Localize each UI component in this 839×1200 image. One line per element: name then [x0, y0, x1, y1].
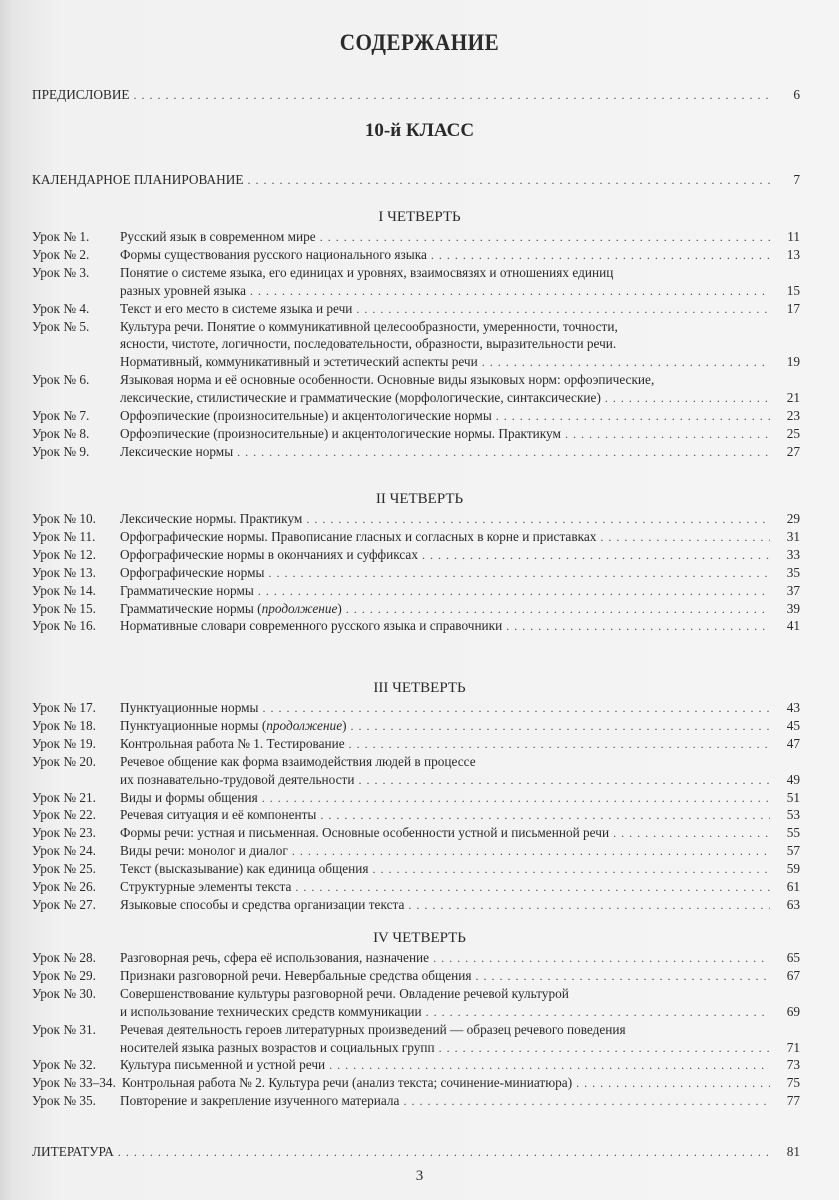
lesson-page: 77	[786, 1093, 800, 1109]
lesson-title-text: Разговорная речь, сфера её использования, назначение	[120, 950, 430, 965]
dot-leader	[605, 389, 770, 407]
dot-leader	[292, 842, 770, 860]
lesson-title-text: Пунктуационные нормы (	[120, 717, 267, 733]
dot-leader	[426, 1003, 770, 1021]
page-number: 3	[415, 1168, 424, 1184]
lesson-label: Урок № 14.	[32, 582, 96, 598]
dot-leader	[306, 510, 770, 528]
page-title: СОДЕРЖАНИЕ	[339, 30, 500, 55]
lesson-title-line: Культура речи. Понятие о коммуникативной целесообразности, умеренности, точности,	[120, 318, 618, 334]
lesson-entry[interactable]	[32, 425, 800, 443]
lesson-entry[interactable]	[32, 824, 800, 842]
lesson-page: 73	[786, 1057, 800, 1073]
lesson-label: Урок № 26.	[32, 879, 96, 894]
lesson-entry-start[interactable]	[32, 371, 800, 389]
dot-leader	[356, 300, 770, 318]
lesson-label: Урок № 28.	[32, 950, 96, 965]
lesson-title-line	[120, 282, 246, 300]
lesson-title-line	[120, 878, 291, 896]
dot-leader	[295, 878, 770, 896]
dot-leader	[433, 949, 770, 967]
lesson-title-line	[120, 246, 427, 264]
lesson-title-line: Понятие о системе языка, его единицах и уровнях, взаимосвязях и отношениях единиц	[120, 264, 614, 280]
lesson-title-text: и использование технических средств коммуникации	[120, 1003, 422, 1019]
lesson-page: 27	[786, 443, 800, 459]
dot-leader	[118, 1143, 770, 1161]
lesson-label: Урок № 22.	[32, 807, 96, 823]
lesson-entry-end[interactable]	[32, 282, 800, 300]
dot-leader	[263, 699, 771, 717]
lesson-title-line: Речевая деятельность героев литературных произведений — образец речевого поведения	[120, 1021, 626, 1037]
lesson-title-text: Языковые способы и средства организации текста	[120, 896, 405, 912]
lesson-label: Урок № 12.	[32, 546, 96, 562]
quarter-heading: II ЧЕТВЕРТЬ	[375, 491, 464, 507]
lesson-title-text: Текст и его место в системе языка и речи	[120, 300, 353, 316]
lesson-entry[interactable]	[32, 546, 800, 564]
lesson-title-text: Орфоэпические (произносительные) и акцентологические нормы	[120, 408, 492, 423]
lesson-title-text: Нормативные словари современного русского языка и справочники	[120, 618, 503, 634]
lesson-label: Урок № 19.	[32, 735, 96, 751]
lesson-title-text: разных уровней языка	[120, 282, 246, 298]
lesson-title-text: Признаки разговорной речи. Невербальные средства общения	[120, 967, 472, 983]
dot-leader	[496, 407, 770, 425]
lesson-title-line	[120, 617, 502, 635]
lesson-title-line	[120, 1039, 435, 1057]
lesson-title-italic: продолжение	[261, 600, 338, 616]
lesson-title-italic: продолжение	[266, 717, 343, 733]
lesson-title-text: их познавательно-трудовой деятельности	[120, 771, 355, 787]
entry-page: 7	[793, 172, 800, 187]
lesson-title-line	[120, 528, 596, 546]
lesson-label: Урок № 4.	[32, 300, 90, 316]
lesson-label: Урок № 20.	[32, 753, 96, 769]
lesson-page: 53	[786, 807, 800, 823]
lesson-entry[interactable]	[32, 528, 800, 546]
lesson-page: 59	[786, 861, 800, 877]
dot-leader	[358, 771, 770, 789]
lesson-title-text: Нормативный, коммуникативный и эстетический аспекты речи	[120, 354, 478, 370]
lesson-label: Урок № 31.	[32, 1021, 96, 1037]
lesson-entry-end[interactable]	[32, 1003, 800, 1021]
dot-leader	[403, 1092, 770, 1110]
lesson-page: 21	[786, 390, 800, 406]
lesson-entry[interactable]	[32, 600, 800, 618]
lesson-entry[interactable]	[32, 949, 800, 967]
lesson-page: 63	[786, 896, 800, 912]
lesson-page: 23	[786, 408, 800, 423]
label-spacer	[32, 353, 120, 371]
lesson-title-line	[120, 407, 492, 425]
lesson-entry-start[interactable]	[32, 985, 800, 1003]
lesson-entry[interactable]	[32, 564, 800, 582]
lesson-label: Урок № 17.	[32, 700, 96, 715]
label-spacer	[32, 1003, 120, 1021]
lesson-entry[interactable]	[32, 699, 800, 717]
lesson-label: Урок № 15.	[32, 600, 96, 616]
lesson-title-text: Лексические нормы	[120, 443, 234, 459]
lesson-page: 43	[786, 700, 800, 715]
lesson-page: 15	[786, 282, 800, 298]
dot-leader	[422, 546, 770, 564]
lesson-title-line	[120, 564, 264, 582]
lesson-entry[interactable]	[32, 896, 800, 914]
lesson-label: Урок № 35.	[32, 1093, 96, 1109]
toc-entry-planning[interactable]	[32, 171, 800, 189]
dot-leader	[482, 353, 770, 371]
lesson-label: Урок № 5.	[32, 318, 90, 334]
lesson-entry[interactable]	[32, 735, 800, 753]
lesson-page: 71	[786, 1039, 800, 1055]
lesson-entry[interactable]	[32, 1092, 800, 1110]
lesson-entry-start[interactable]	[32, 318, 800, 336]
dot-leader	[613, 824, 770, 842]
lesson-title-line	[120, 425, 561, 443]
lesson-entry-end[interactable]	[32, 389, 800, 407]
lesson-title-line: Речевое общение как форма взаимодействия людей в процессе	[120, 753, 476, 769]
lesson-title-line	[120, 300, 352, 318]
lesson-title-text: Культура письменной и устной речи	[120, 1057, 326, 1073]
entry-text: ЛИТЕРАТУРА	[32, 1144, 114, 1159]
lesson-title-line	[120, 1003, 422, 1021]
lesson-entry-start[interactable]	[32, 1021, 800, 1039]
lesson-title-text: Лексические нормы. Практикум	[120, 511, 303, 526]
lesson-label: Урок № 29.	[32, 967, 96, 983]
lesson-title-line	[120, 1056, 325, 1074]
dot-leader	[349, 735, 770, 753]
lesson-title-text: Русский язык в современном мире	[120, 229, 316, 244]
lesson-entry[interactable]	[32, 582, 800, 600]
lesson-entry[interactable]	[32, 878, 800, 896]
dot-leader	[439, 1039, 770, 1057]
lesson-entry[interactable]	[32, 510, 800, 528]
lesson-title-text: Формы существования русского национального языка	[120, 246, 427, 262]
lesson-title-text: Орфографические нормы	[120, 564, 265, 580]
lesson-title-suffix: )	[337, 600, 342, 616]
lesson-page: 31	[786, 528, 800, 544]
lesson-entry[interactable]	[32, 967, 800, 985]
lesson-title-line	[120, 824, 609, 842]
lesson-label: Урок № 6.	[32, 372, 90, 388]
lesson-title-line	[120, 600, 342, 618]
dot-leader	[408, 896, 770, 914]
lesson-label: Урок № 18.	[32, 717, 96, 733]
lesson-entry[interactable]	[32, 789, 800, 807]
entry-text: КАЛЕНДАРНОЕ ПЛАНИРОВАНИЕ	[32, 172, 244, 187]
toc-entry-literature[interactable]	[32, 1143, 800, 1161]
lesson-title-text: Повторение и закрепление изученного материала	[120, 1093, 400, 1109]
dot-leader	[262, 789, 770, 807]
lesson-title-text: Текст (высказывание) как единица общения	[120, 861, 369, 877]
lesson-title-text: носителей языка разных возрастов и социальных групп	[120, 1039, 435, 1055]
lesson-entry[interactable]	[32, 717, 800, 735]
dot-leader	[576, 1074, 770, 1092]
lesson-label: Урок № 32.	[32, 1057, 96, 1073]
lesson-page: 41	[786, 618, 800, 634]
dot-leader	[506, 617, 770, 635]
dot-leader	[351, 717, 770, 735]
lesson-page: 75	[786, 1075, 800, 1091]
lesson-title-text: Формы речи: устная и письменная. Основные особенности устной и письменной речи	[120, 825, 610, 841]
lesson-label: Урок № 13.	[32, 564, 96, 580]
lesson-title-line	[120, 860, 369, 878]
lesson-entry[interactable]	[32, 228, 800, 246]
lesson-title-line	[120, 789, 258, 807]
lesson-title-line	[122, 1074, 572, 1092]
lesson-title-line	[120, 443, 233, 461]
dot-leader	[250, 282, 770, 300]
lesson-entry[interactable]	[32, 806, 800, 824]
lesson-label: Урок № 16.	[32, 618, 96, 634]
lesson-title-text: Виды речи: монолог и диалог	[120, 843, 288, 859]
lesson-page: 65	[786, 950, 800, 965]
lesson-page: 37	[786, 582, 800, 598]
lesson-title-text: Виды и формы общения	[120, 789, 258, 805]
lesson-page: 57	[786, 843, 800, 859]
lesson-title-line	[120, 949, 429, 967]
lesson-page: 67	[786, 967, 800, 983]
lesson-entry[interactable]	[32, 1056, 800, 1074]
lesson-entry-end[interactable]	[32, 771, 800, 789]
lesson-label: Урок № 21.	[32, 789, 96, 805]
class-title: 10-й КЛАСС	[364, 120, 475, 141]
lesson-label: Урок № 25.	[32, 861, 96, 877]
lesson-page: 19	[786, 354, 800, 370]
lesson-label: Урок № 8.	[32, 425, 90, 441]
lesson-title-line: Совершенствование культуры разговорной речи. Овладение речевой культурой	[120, 985, 569, 1001]
lesson-page: 17	[786, 300, 800, 316]
lesson-page: 35	[786, 564, 800, 580]
lesson-title-line	[120, 546, 418, 564]
lesson-title-line: ясности, чистоте, логичности, последовательности, образности, выразительности речи.	[120, 336, 617, 352]
lesson-title-text: лексические, стилистические и грамматические (морфологические, синтаксические)	[120, 390, 601, 406]
lesson-title-line	[120, 842, 288, 860]
lesson-title-text: Орфографические нормы в окончаниях и суффиксах	[120, 546, 418, 562]
lesson-label: Урок № 2.	[32, 246, 90, 262]
lesson-page: 25	[786, 425, 800, 441]
lesson-title-line	[120, 228, 316, 246]
dot-leader	[346, 600, 770, 618]
lesson-label: Урок № 24.	[32, 843, 96, 859]
lesson-label: Урок № 23.	[32, 825, 96, 841]
lesson-page: 45	[786, 717, 800, 733]
lesson-label: Урок № 27.	[32, 896, 96, 912]
lesson-title-text: Орфоэпические (произносительные) и акцентологические нормы. Практикум	[120, 425, 561, 441]
lesson-page: 29	[786, 511, 800, 526]
lesson-page: 47	[786, 735, 800, 751]
lesson-title-text: Грамматические нормы	[120, 582, 254, 598]
dot-leader	[373, 860, 771, 878]
lesson-entry[interactable]	[32, 617, 800, 635]
lesson-label: Урок № 10.	[32, 511, 96, 526]
lesson-label: Урок № 9.	[32, 443, 90, 459]
lesson-label: Урок № 1.	[32, 229, 90, 244]
lesson-title-text: Контрольная работа № 2. Культура речи (анализ текста; сочинение-миниатюра)	[121, 1075, 573, 1091]
lesson-label: Урок № 33–34.	[32, 1075, 116, 1091]
dot-leader	[431, 246, 770, 264]
lesson-entry[interactable]	[32, 407, 800, 425]
lesson-entry[interactable]	[32, 246, 800, 264]
lesson-label: Урок № 7.	[32, 408, 90, 423]
lesson-title-line	[120, 389, 601, 407]
lesson-label: Урок № 30.	[32, 985, 96, 1001]
lesson-entry-end[interactable]	[32, 353, 800, 371]
lesson-title-line	[120, 896, 404, 914]
label-spacer	[32, 1039, 120, 1057]
quarter-heading: III ЧЕТВЕРТЬ	[373, 680, 466, 696]
entry-page: 6	[793, 87, 800, 102]
dot-leader	[268, 564, 770, 582]
lesson-entry-start[interactable]	[32, 753, 800, 771]
lesson-entry[interactable]	[32, 1074, 800, 1092]
lesson-entry[interactable]	[32, 842, 800, 860]
dot-leader	[247, 171, 770, 189]
lesson-title-text: Контрольная работа № 1. Тестирование	[120, 735, 345, 751]
lesson-entry[interactable]	[32, 300, 800, 318]
lesson-page: 39	[786, 600, 800, 616]
lesson-title-line	[120, 1092, 399, 1110]
label-spacer	[32, 771, 120, 789]
dot-leader	[565, 425, 770, 443]
lesson-entry-end[interactable]	[32, 1039, 800, 1057]
lesson-title-suffix: )	[342, 717, 347, 733]
dot-leader	[237, 443, 770, 461]
label-spacer	[32, 389, 120, 407]
dot-leader	[600, 528, 770, 546]
lesson-title-line	[120, 967, 471, 985]
lesson-title-line: Языковая норма и её основные особенности. Основные виды языковых норм: орфоэпические,	[120, 372, 655, 388]
lesson-title-line	[120, 353, 478, 371]
lesson-page: 49	[786, 771, 800, 787]
dot-leader	[320, 228, 770, 246]
quarter-heading: I ЧЕТВЕРТЬ	[378, 209, 461, 225]
lesson-title-line	[120, 771, 354, 789]
lesson-title-line	[120, 699, 259, 717]
lesson-title-text: Орфографические нормы. Правописание гласных и согласных в корне и приставках	[120, 528, 597, 544]
lesson-title-text: Речевая ситуация и её компоненты	[120, 807, 317, 823]
lesson-entry-start[interactable]	[32, 264, 800, 282]
lesson-entry[interactable]	[32, 860, 800, 878]
lesson-title-line	[120, 510, 302, 528]
lesson-title-line	[120, 806, 316, 824]
label-spacer	[32, 282, 120, 300]
lesson-title-text: Структурные элементы текста	[120, 879, 292, 894]
lesson-title-text: Пунктуационные нормы	[120, 700, 259, 715]
lesson-page: 61	[786, 879, 800, 894]
lesson-title-line	[120, 717, 347, 735]
lesson-label: Урок № 3.	[32, 264, 90, 280]
lesson-entry[interactable]	[32, 443, 800, 461]
lesson-page: 55	[786, 825, 800, 841]
lesson-title-line	[120, 735, 345, 753]
dot-leader	[258, 582, 770, 600]
lesson-label: Урок № 11.	[32, 528, 96, 544]
entry-page: 81	[786, 1144, 800, 1159]
lesson-page: 33	[786, 546, 800, 562]
entry-text: ПРЕДИСЛОВИЕ	[32, 87, 130, 102]
dot-leader	[475, 967, 770, 985]
lesson-page: 13	[786, 246, 800, 262]
dot-leader	[329, 1056, 770, 1074]
lesson-page: 69	[786, 1003, 800, 1019]
dot-leader	[320, 806, 770, 824]
lesson-page: 51	[786, 789, 800, 805]
lesson-page: 11	[787, 229, 800, 244]
quarter-heading: IV ЧЕТВЕРТЬ	[373, 930, 466, 946]
toc-entry-preface[interactable]	[32, 86, 800, 104]
dot-leader	[134, 86, 770, 104]
lesson-title-text: Грамматические нормы (	[120, 600, 262, 616]
lesson-title-line	[120, 582, 254, 600]
